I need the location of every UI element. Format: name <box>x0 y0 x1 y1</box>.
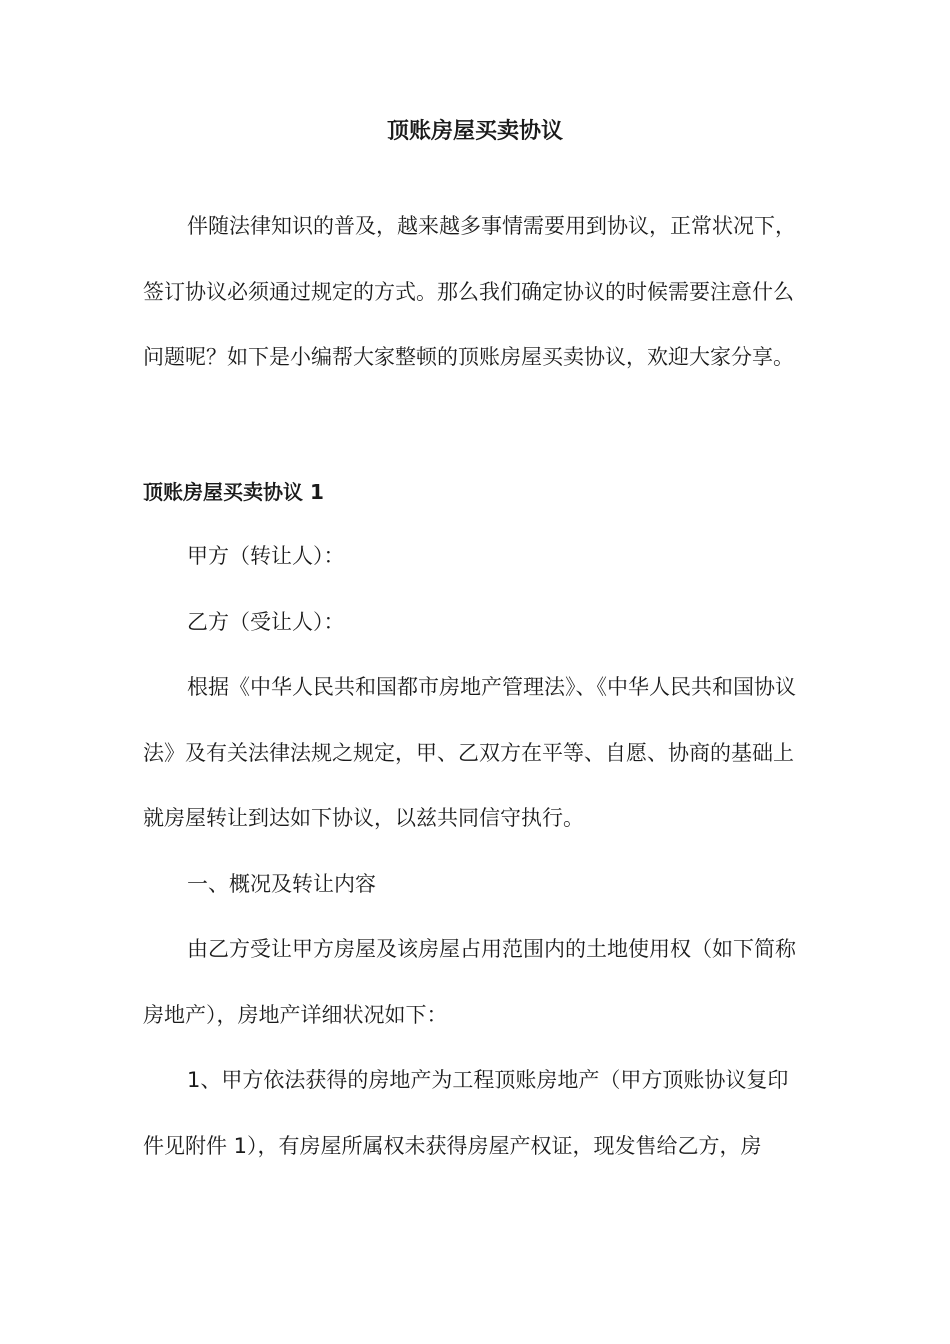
clause-heading: 一、概况及转让内容 <box>187 871 376 896</box>
clause-paragraph: 由乙方受让甲方房屋及该房屋占用范围内的土地使用权（如下简称房地产），房地产详细状况如下： <box>143 937 796 1027</box>
intro-paragraph: 伴随法律知识的普及，越来越多事情需要用到协议，正常状况下，签订协议必须通过规定的方式。那么我们确定协议的时候需要注意什么问题呢？如下是小编帮大家整顿的顶账房屋买卖协议，欢迎大家分享。 <box>143 214 796 369</box>
clause-item-1: 1、甲方依法获得的房地产为工程顶账房地产（甲方顶账协议复印件见附件 1），有房屋所属权未获得房屋产权证，现发售给乙方，房 <box>143 1068 789 1158</box>
party-b-line: 乙方（受让人）： <box>187 609 345 634</box>
party-a-line: 甲方（转让人）： <box>187 544 345 568</box>
section-heading: 顶账房屋买卖协议 1 <box>143 480 324 504</box>
document-title: 顶账房屋买卖协议 <box>386 119 563 144</box>
intro-section <box>143 194 808 391</box>
legal-basis-paragraph: 根据《中华人民共和国都市房地产管理法》、《中华人民共和国协议法》及有关法律法规之规定，甲、乙双方在平等、自愿、协商的基础上就房屋转让到达如下协议，以兹共同信守执行。 <box>143 675 796 830</box>
agreement-body <box>143 524 808 1179</box>
